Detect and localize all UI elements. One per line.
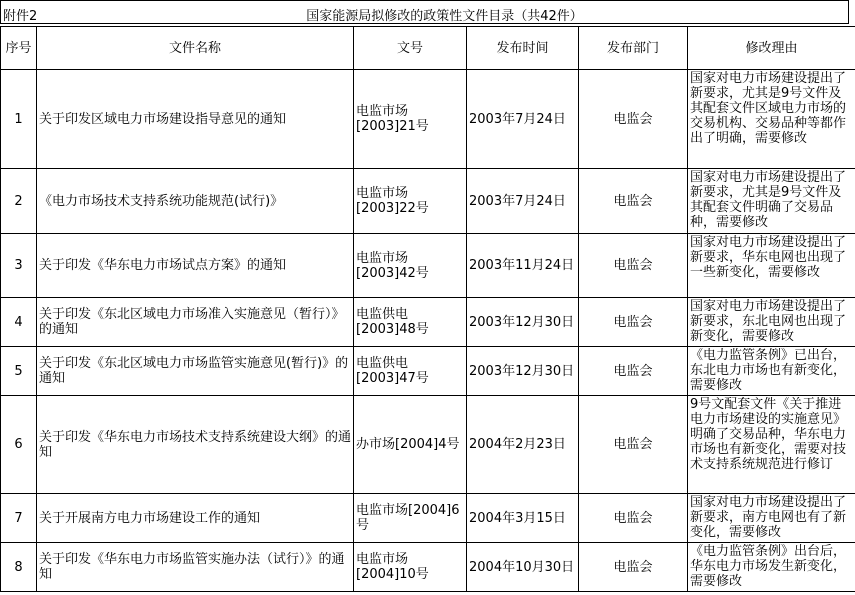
table-header-row — [1, 27, 855, 70]
header-publish-date: 发布时间 — [467, 27, 579, 70]
publish-date: 2003年7月24日 — [467, 70, 579, 169]
document-name: 关于开展南方电力市场建设工作的通知 — [37, 494, 354, 543]
document-number: 电监供电[2003]47号 — [354, 347, 467, 396]
publish-date: 2004年3月15日 — [467, 494, 579, 543]
header-document-number: 文号 — [354, 27, 467, 70]
title-bar — [0, 0, 849, 24]
document-number: 电监市场[2003]21号 — [354, 70, 467, 169]
revision-reason — [688, 70, 855, 169]
publish-date: 2004年2月23日 — [467, 396, 579, 494]
row-index: 5 — [1, 347, 37, 396]
department: 电监会 — [579, 298, 688, 347]
table-row — [1, 298, 855, 347]
document-name: 关于印发《东北区域电力市场监管实施意见(暂行)》的通知 — [37, 347, 354, 396]
row-index: 3 — [1, 234, 37, 298]
header-document-name: 文件名称 — [37, 27, 354, 70]
document-name: 关于印发《华东电力市场试点方案》的通知 — [37, 234, 354, 298]
table-row — [1, 169, 855, 234]
table-row — [1, 70, 855, 169]
revision-reason — [688, 543, 855, 592]
row-index: 1 — [1, 70, 37, 169]
revision-reason-text: 9号文配套文件《关于推进电力市场建设的实施意见》明确了交易品种，华东电力市场也有新变化，需要对技术支持系统规范进行修订 — [690, 397, 847, 472]
publish-date: 2003年12月30日 — [467, 347, 579, 396]
row-index: 2 — [1, 169, 37, 234]
revision-reason-text: 国家对电力市场建设提出了新要求，南方电网也有了新变化，需要修改 — [690, 495, 847, 540]
revision-reason-text: 国家对电力市场建设提出了新要求，尤其是9号文件及其配套文件明确了交易品种，需要修改 — [690, 170, 847, 230]
document-number: 电监市场[2003]22号 — [354, 169, 467, 234]
revision-reason — [688, 169, 855, 234]
table-row — [1, 396, 855, 494]
row-index: 7 — [1, 494, 37, 543]
revision-reason — [688, 347, 855, 396]
row-index: 6 — [1, 396, 37, 494]
table-row — [1, 347, 855, 396]
row-index: 4 — [1, 298, 37, 347]
revision-reason-text: 《电力监管条例》已出台，东北电力市场也有新变化，需要修改 — [690, 348, 847, 393]
department: 电监会 — [579, 494, 688, 543]
revision-reason — [688, 494, 855, 543]
publish-date: 2003年11月24日 — [467, 234, 579, 298]
page-title: 国家能源局拟修改的政策性文件目录（共42件） — [306, 9, 583, 24]
policy-table — [0, 26, 855, 592]
attachment-label: 附件2 — [3, 9, 38, 24]
publish-date: 2003年7月24日 — [467, 169, 579, 234]
department: 电监会 — [579, 234, 688, 298]
document-number: 办市场[2004]4号 — [354, 396, 467, 494]
revision-reason — [688, 298, 855, 347]
header-department: 发布部门 — [579, 27, 688, 70]
header-revision-reason: 修改理由 — [688, 27, 855, 70]
revision-reason-text: 国家对电力市场建设提出了新要求，东北电网也出现了新变化，需要修改 — [690, 299, 847, 344]
table-row — [1, 494, 855, 543]
document-name: 关于印发《华东电力市场监管实施办法（试行）》的通知 — [37, 543, 354, 592]
department: 电监会 — [579, 169, 688, 234]
document-number: 电监市场[2003]42号 — [354, 234, 467, 298]
document-name: 关于印发《华东电力市场技术支持系统建设大纲》的通知 — [37, 396, 354, 494]
header-index: 序号 — [1, 27, 37, 70]
department: 电监会 — [579, 543, 688, 592]
revision-reason-text: 国家对电力市场建设提出了新要求，尤其是9号文件及其配套文件区域电力市场的交易机构、交易品种等都作出了明确，需要修改 — [690, 71, 847, 146]
revision-reason-text: 国家对电力市场建设提出了新要求，华东电网也出现了一些新变化，需要修改 — [690, 235, 847, 280]
department: 电监会 — [579, 347, 688, 396]
document-name: 关于印发区域电力市场建设指导意见的通知 — [37, 70, 354, 169]
table-row — [1, 543, 855, 592]
row-index: 8 — [1, 543, 37, 592]
revision-reason-text: 《电力监管条例》出台后，华东电力市场发生新变化，需要修改 — [690, 544, 847, 589]
document-number: 电监市场[2004]6号 — [354, 494, 467, 543]
publish-date: 2004年10月30日 — [467, 543, 579, 592]
department: 电监会 — [579, 396, 688, 494]
document-number: 电监供电[2003]48号 — [354, 298, 467, 347]
document-name: 《电力市场技术支持系统功能规范(试行)》 — [37, 169, 354, 234]
document-number: 电监市场[2004]10号 — [354, 543, 467, 592]
revision-reason — [688, 396, 855, 494]
table-row — [1, 234, 855, 298]
revision-reason — [688, 234, 855, 298]
department: 电监会 — [579, 70, 688, 169]
publish-date: 2003年12月30日 — [467, 298, 579, 347]
document-name: 关于印发《东北区域电力市场准入实施意见（暂行）》的通知 — [37, 298, 354, 347]
